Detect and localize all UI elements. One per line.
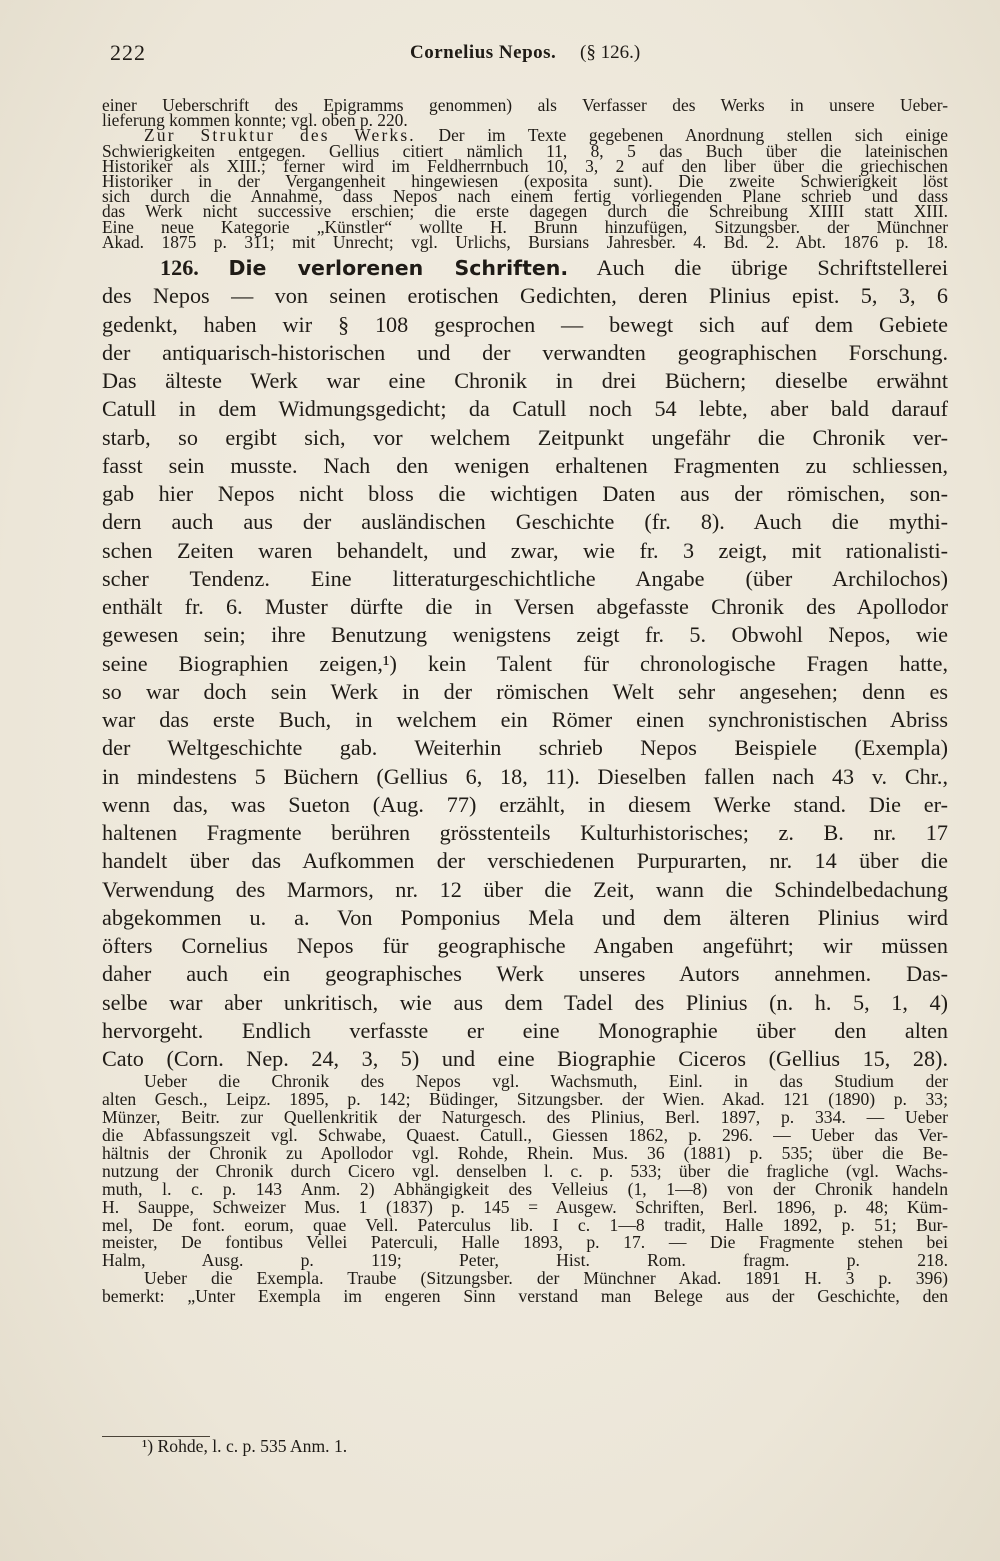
text-line: Akad. 1875 p. 311; mit Unrecht; vgl. Urlichs, Bursians Jahresber. 4. Bd. 2. Abt. 1876 p. 18. <box>102 231 948 252</box>
text-line: bemerkt: „Unter Exempla im engeren Sinn verstand man Belege aus der Geschichte, den <box>102 1286 948 1307</box>
text-line: nutzung der Chronik durch Cicero vgl. denselben l. c. p. 533; über die fragliche (vgl. Wachs- <box>102 1160 948 1181</box>
text-line: gewesen sein; ihre Benutzung wenigstens zeigt fr. 5. Obwohl Nepos, wie <box>102 622 948 648</box>
chronik-note <box>102 1073 948 1270</box>
text-line: handelt über das Aufkommen der verschiedenen Purpurarten, nr. 14 über die <box>102 848 948 874</box>
footnote: ¹) Rohde, l. c. p. 535 Anm. 1. <box>142 1436 348 1456</box>
text-line: einer Ueberschrift des Epigramms genommen) als Verfasser des Werks in unsere Ueber- <box>102 95 948 115</box>
section-heading-line: 126. Die verlorenen Schriften. Auch die übrige Schriftstellerei <box>160 255 949 281</box>
text-line: Catull in dem Widmungsgedicht; da Catull noch 54 lebte, aber bald darauf <box>102 396 948 422</box>
text-line: mel, De font. eorum, quae Vell. Paterculus lib. I c. 1—8 tradit, Halle 1892, p. 51; Bur- <box>102 1214 948 1235</box>
structure-note-label: Zur Struktur des Werks. <box>144 125 416 146</box>
text-line: Zur Struktur des Werks. Der im Texte gegebenen Anordnung stellen sich einige <box>144 125 949 146</box>
text-line: meister, De fontibus Vellei Paterculi, Halle 1893, p. 17. — Die Fragmente stehen bei <box>102 1232 948 1253</box>
exempla-note <box>102 1270 948 1306</box>
section-number: 126. <box>160 255 199 281</box>
text-line: hervorgeht. Endlich verfasste er eine Monographie über den alten <box>102 1017 948 1043</box>
text-line: wenn das, was Sueton (Aug. 77) erzählt, in diesem Werke stand. Die er- <box>102 791 948 817</box>
text-line: starb, so ergibt sich, vor welchem Zeitpunkt ungefähr die Chronik ver- <box>102 424 948 450</box>
text-line: dern auch aus der ausländischen Geschichte (fr. 8). Auch die mythi- <box>102 509 948 535</box>
text-line: Verwendung des Marmors, nr. 12 über die Zeit, wann die Schindelbedachung <box>102 876 948 902</box>
text-line: hältnis der Chronik zu Apollodor vgl. Rohde, Rhein. Mus. 36 (1881) p. 535; über die Be- <box>102 1142 948 1163</box>
text-line: Historiker als XIII.; ferner wird im Feldherrnbuch 10, 3, 2 auf den liber über die griechischen <box>102 155 948 176</box>
running-header <box>110 40 870 74</box>
text-line: gedenkt, haben wir § 108 gesprochen — bewegt sich auf dem Gebiete <box>102 311 948 337</box>
text-line: schen Zeiten waren behandelt, und zwar, wie fr. 3 zeigt, mit rationalisti- <box>102 537 948 563</box>
text-line: in mindestens 5 Büchern (Gellius 6, 18, 11). Dieselben fallen nach 43 v. Chr., <box>102 763 948 789</box>
text-line: sich durch die Annahme, dass Nepos nach einem fertig vorliegenden Plane schrieb und dass <box>102 186 948 207</box>
text-line: muth, l. c. p. 143 Anm. 2) Abhängigkeit des Velleius (1, 1—8) von der Chronik handeln <box>102 1178 948 1199</box>
text-line: Das älteste Werk war eine Chronik in drei Büchern; dieselbe erwähnt <box>102 368 948 394</box>
text-line: so war doch sein Werk in der römischen Welt sehr angesehen; denn es <box>102 678 948 704</box>
text-line: Eine neue Kategorie „Künstler“ wollte H. Brunn hinzufügen, Sitzungsber. der Münchner <box>102 216 948 237</box>
text-line: Halm, Ausg. p. 119; Peter, Hist. Rom. fragm. p. 218. <box>102 1250 948 1271</box>
structure-note <box>102 125 949 252</box>
text-line: des Nepos — von seinen erotischen Gedichten, deren Plinius epist. 5, 3, 6 <box>102 283 948 309</box>
text-line: Historiker in der Vergangenheit hingewiesen (exposita sunt). Die zweite Schwierigkeit löst <box>102 171 948 192</box>
text-line: fasst sein musste. Nach den wenigen erhaltenen Fragmenten zu schliessen, <box>102 452 948 478</box>
text-line: das Werk nicht successive erschien; die erste dagegen durch die Schreibung XIIII statt XIII. <box>102 201 948 222</box>
section-title: Die verlorenen Schriften. <box>228 256 569 281</box>
text-line: Ueber die Exempla. Traube (Sitzungsber. der Münchner Akad. 1891 H. 3 p. 396) <box>144 1268 948 1289</box>
text-line: war das erste Buch, in welchem ein Römer einen synchronistischen Abriss <box>102 707 948 733</box>
page-number: 222 <box>110 40 146 65</box>
text-line: abgekommen u. a. Von Pomponius Mela und dem älteren Plinius wird <box>102 904 948 930</box>
text-line: lieferung kommen konnte; vgl. oben p. 220. <box>102 110 408 131</box>
text-line: Münzer, Beitr. zur Quellenkritik der Naturgesch. des Plinius, Berl. 1897, p. 334. — Ueber <box>102 1107 948 1128</box>
text-line: öfters Cornelius Nepos für geographische Angaben angeführt; wir müssen <box>102 933 948 959</box>
text-line: Cato (Corn. Nep. 24, 3, 5) und eine Biographie Ciceros (Gellius 15, 28). <box>102 1046 948 1072</box>
text-line: H. Sauppe, Schweizer Mus. 1 (1837) p. 145 = Ausgew. Schriften, Berl. 1896, p. 48; Küm- <box>102 1196 948 1217</box>
text-line: enthält fr. 6. Muster dürfte die in Versen abgefasste Chronik des Apollodor <box>102 594 948 620</box>
text-line: die Abfassungszeit vgl. Schwabe, Quaest. Catull., Giessen 1862, p. 296. — Ueber das Ver- <box>102 1125 948 1145</box>
text-line: seine Biographien zeigen,¹) kein Talent für chronologische Fragen hatte, <box>102 650 948 676</box>
text-line: Ueber die Chronik des Nepos vgl. Wachsmuth, Einl. in das Studium der <box>144 1071 948 1092</box>
running-title: Cornelius Nepos. <box>410 42 557 63</box>
text-line: haltenen Fragmente berühren grösstenteils Kulturhistorisches; z. B. nr. 17 <box>102 820 948 846</box>
text-line: alten Gesch., Leipz. 1895, p. 142; Büdinger, Sitzungsber. der Wien. Akad. 121 (1890) p. 33; <box>102 1089 948 1110</box>
running-section: (§ 126.) <box>580 42 641 63</box>
section-126 <box>102 254 948 1073</box>
text-line: scher Tendenz. Eine litteraturgeschichtliche Angabe (über Archilochos) <box>102 565 948 591</box>
text-line: selbe war aber unkritisch, wie aus dem Tadel des Plinius (n. h. 5, 1, 4) <box>102 989 948 1015</box>
top-note <box>102 95 948 131</box>
text-line: der Weltgeschichte gab. Weiterhin schrieb Nepos Beispiele (Exempla) <box>102 735 948 761</box>
page-content <box>102 95 949 1307</box>
text-line: daher auch ein geographisches Werk unseres Autors annehmen. Das- <box>102 961 948 987</box>
text-line: Schwierigkeiten entgegen. Gellius citiert nämlich 11, 8, 5 das Buch über die lateinischen <box>102 140 948 161</box>
text-line: gab hier Nepos nicht bloss die wichtigen Daten aus der römischen, son- <box>102 481 948 507</box>
text-line: der antiquarisch-historischen und der verwandten geographischen Forschung. <box>102 339 948 365</box>
